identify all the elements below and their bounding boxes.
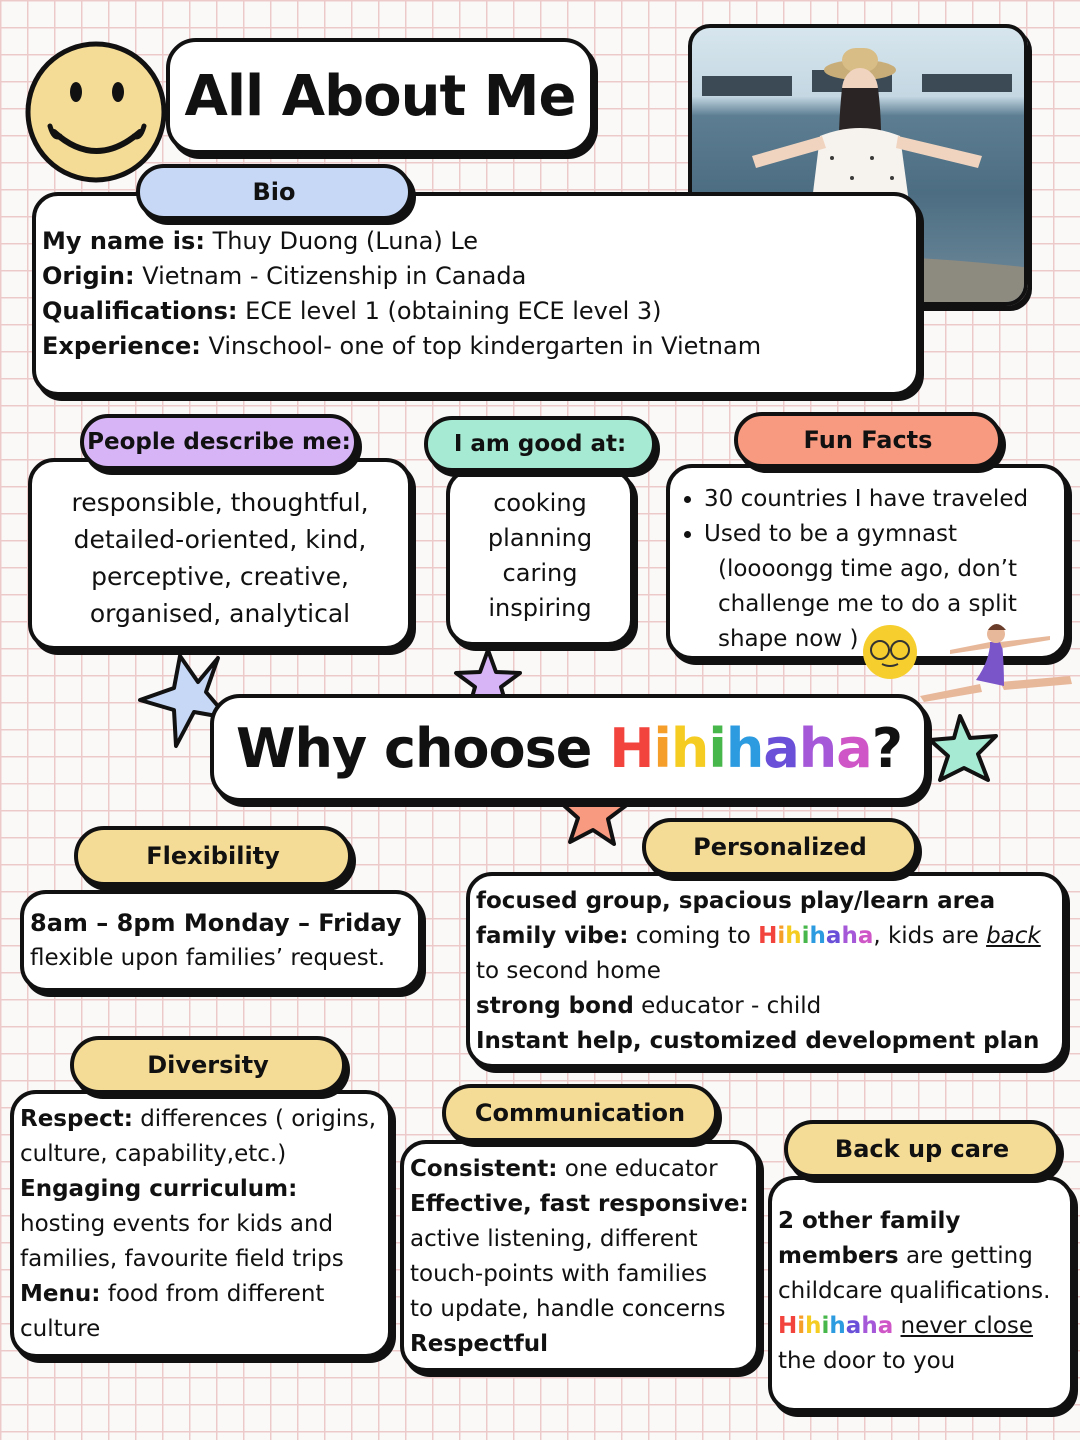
fun-fact-line: challenge me to do a split bbox=[718, 591, 1017, 617]
brand-name: Hihihaha bbox=[758, 923, 874, 949]
fun-fact-line: (loooongg time ago, don’t bbox=[718, 556, 1017, 582]
good-at-line: inspiring bbox=[488, 594, 592, 622]
describe-line: responsible, thoughtful, bbox=[71, 488, 369, 517]
describe-line: organised, analytical bbox=[89, 599, 351, 628]
fun-fact-line: shape now ) bbox=[718, 626, 859, 652]
diversity-label bbox=[70, 1036, 346, 1094]
communication-text: touch-points with families bbox=[410, 1261, 708, 1287]
diversity-text: differences ( origins, bbox=[132, 1106, 377, 1132]
flexibility-label-text: Flexibility bbox=[146, 842, 280, 870]
backup-emphasis: never close bbox=[900, 1313, 1034, 1339]
personalized-text: , kids are bbox=[873, 923, 987, 949]
diversity-box bbox=[10, 1090, 392, 1358]
describe-label bbox=[80, 414, 358, 470]
flexibility-note: flexible upon families’ request. bbox=[30, 945, 386, 971]
brand-name: Hihihaha bbox=[778, 1313, 894, 1339]
backup-text: are getting bbox=[898, 1243, 1033, 1269]
diversity-text: food from different bbox=[100, 1281, 325, 1307]
bio-label bbox=[136, 164, 412, 220]
bio-label-text: Bio bbox=[252, 178, 296, 206]
fun-fact-line: Used to be a gymnast bbox=[704, 521, 958, 547]
communication-key: Respectful bbox=[410, 1331, 548, 1357]
personalized-key: family vibe: bbox=[476, 923, 629, 949]
good-at-label-text: I am good at: bbox=[453, 431, 627, 457]
backup-care-box bbox=[768, 1176, 1074, 1412]
why-suffix: ? bbox=[871, 716, 903, 780]
page-title: All About Me bbox=[184, 63, 576, 129]
personalized-label bbox=[642, 818, 918, 876]
backup-care-label-text: Back up care bbox=[834, 1135, 1010, 1163]
why-choose-box bbox=[210, 694, 928, 802]
diversity-text: culture bbox=[20, 1316, 101, 1342]
diversity-key: Menu: bbox=[20, 1281, 101, 1307]
fun-facts-label bbox=[734, 412, 1002, 468]
describe-label-text: People describe me: bbox=[87, 429, 351, 455]
why-prefix: Why choose bbox=[235, 716, 610, 780]
personalized-box bbox=[466, 872, 1066, 1068]
diversity-text: culture, capability,etc.) bbox=[20, 1141, 287, 1167]
title-box bbox=[166, 38, 594, 154]
brand-name: Hihihaha bbox=[609, 716, 872, 780]
diversity-text: families, favourite field trips bbox=[20, 1246, 344, 1272]
personalized-emphasis: back bbox=[986, 923, 1041, 949]
describe-line: perceptive, creative, bbox=[91, 562, 349, 591]
bio-origin-value: Vietnam - Citizenship in Canada bbox=[142, 262, 527, 290]
backup-text: the door to you bbox=[778, 1348, 956, 1374]
good-at-label bbox=[424, 416, 656, 472]
fun-fact-item: • 30 countries I have traveled bbox=[704, 482, 1058, 517]
backup-key: members bbox=[778, 1243, 899, 1269]
communication-box bbox=[400, 1140, 760, 1372]
good-at-box bbox=[446, 468, 634, 646]
communication-label bbox=[442, 1084, 718, 1142]
personalized-label-text: Personalized bbox=[693, 833, 867, 861]
flexibility-box bbox=[20, 890, 422, 992]
flexibility-label bbox=[74, 826, 352, 886]
diversity-key: Respect: bbox=[20, 1106, 133, 1132]
bio-box bbox=[32, 192, 920, 396]
personalized-text: educator - child bbox=[633, 993, 822, 1019]
good-at-line: cooking bbox=[493, 489, 587, 517]
personalized-line: Instant help, customized development plan bbox=[476, 1028, 1040, 1054]
describe-line: detailed-oriented, kind, bbox=[73, 525, 367, 554]
flexibility-hours: 8am – 8pm Monday – Friday bbox=[30, 909, 402, 937]
personalized-line: to second home bbox=[476, 958, 661, 984]
backup-care-label bbox=[784, 1120, 1060, 1178]
backup-text: childcare qualifications. bbox=[778, 1278, 1051, 1304]
bio-name-value: Thuy Duong (Luna) Le bbox=[212, 227, 479, 255]
bio-qualifications-label: Qualifications: bbox=[42, 297, 238, 325]
personalized-text: coming to bbox=[628, 923, 759, 949]
communication-key: Effective, fast responsive: bbox=[410, 1191, 749, 1217]
diversity-key: Engaging curriculum: bbox=[20, 1176, 298, 1202]
describe-box bbox=[28, 458, 412, 650]
bio-qualifications-value: ECE level 1 (obtaining ECE level 3) bbox=[245, 297, 662, 325]
fun-fact-item bbox=[704, 517, 1058, 552]
why-choose-heading bbox=[236, 717, 902, 780]
good-at-line: caring bbox=[502, 559, 578, 587]
bio-origin-label: Origin: bbox=[42, 262, 135, 290]
personalized-line bbox=[476, 919, 1056, 954]
star-icon bbox=[926, 712, 1000, 786]
gymnast-icon bbox=[920, 620, 1078, 710]
fun-facts-label-text: Fun Facts bbox=[803, 426, 933, 454]
bio-experience-label: Experience: bbox=[42, 332, 201, 360]
communication-text: to update, handle concerns bbox=[410, 1296, 726, 1322]
communication-label-text: Communication bbox=[474, 1099, 686, 1127]
personalized-key: strong bond bbox=[476, 993, 634, 1019]
nerd-emoji-icon bbox=[860, 620, 920, 680]
bio-experience-value: Vinschool- one of top kindergarten in Vietnam bbox=[208, 332, 762, 360]
backup-text: 2 other family bbox=[778, 1208, 961, 1234]
communication-text: active listening, different bbox=[410, 1226, 698, 1252]
communication-text: one educator bbox=[557, 1156, 718, 1182]
good-at-line: planning bbox=[487, 524, 593, 552]
bio-name-label: My name is: bbox=[42, 227, 205, 255]
diversity-text: hosting events for kids and bbox=[20, 1211, 334, 1237]
diversity-label-text: Diversity bbox=[147, 1051, 269, 1079]
personalized-line: focused group, spacious play/learn area bbox=[476, 888, 996, 914]
smiley-face-icon bbox=[24, 40, 170, 186]
personalized-line bbox=[476, 989, 1056, 1024]
communication-key: Consistent: bbox=[410, 1156, 558, 1182]
